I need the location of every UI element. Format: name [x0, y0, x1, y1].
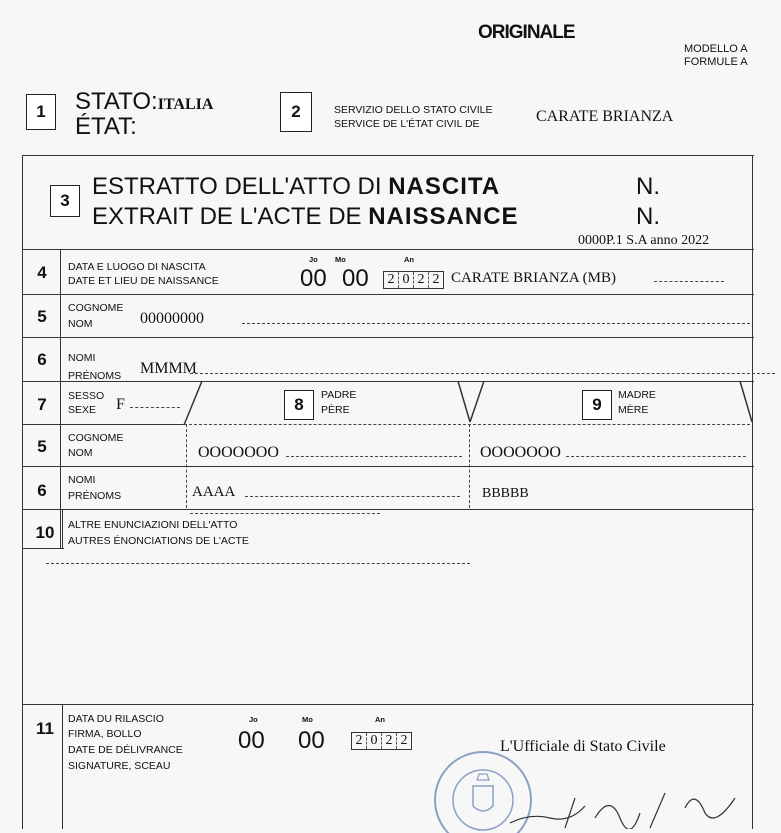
row10-dots-top: [190, 513, 380, 514]
given-names-value: MMMM: [140, 360, 197, 377]
padre-label: PADRE: [321, 389, 357, 401]
stato-text: STATO:: [75, 88, 158, 115]
row-number-5b: 5: [37, 437, 47, 456]
originale-title: ORIGINALE: [478, 22, 575, 43]
row-number-10: 10: [35, 523, 55, 542]
surname-value: 00000000: [140, 310, 204, 327]
birth-month: 00: [342, 265, 369, 292]
divider-10: [22, 548, 64, 549]
row-number-4: 4: [37, 263, 47, 282]
row11-label-4: SIGNATURE, SCEAU: [68, 760, 171, 772]
row5b-label-it: COGNOME: [68, 432, 124, 444]
n-label-1: N.: [636, 173, 660, 200]
divider-10-end: [22, 704, 754, 705]
row6-label-fr: PRÉNOMS: [68, 370, 122, 382]
row11-label-3: DATE DE DÉLIVRANCE: [68, 744, 183, 756]
mother-names: BBBBB: [482, 486, 529, 501]
naissance-word: NAISSANCE: [368, 203, 519, 230]
birth-year-digit: 2: [384, 272, 399, 288]
row11-num-divider: [62, 704, 63, 829]
sex-value: F: [116, 396, 125, 413]
issue-year-digit: 0: [367, 733, 382, 749]
birth-day: 00: [300, 265, 327, 292]
row5-label-fr: NOM: [68, 318, 93, 330]
father-names: AAAA: [192, 484, 236, 500]
issue-month: 00: [298, 727, 325, 754]
father-names-dots: [245, 496, 460, 497]
birth-year-digit: 0: [399, 272, 414, 288]
row10-dots-bottom: [46, 563, 470, 564]
modello-label: MODELLO A: [684, 43, 748, 55]
box-number-2: 2: [280, 92, 312, 132]
row-number-6: 6: [37, 350, 47, 369]
row11-an: An: [375, 715, 385, 724]
servizio-label: SERVIZIO DELLO STATO CIVILE: [334, 104, 493, 116]
box-number-1: 1: [26, 94, 56, 130]
father-surname: OOOOOOO: [198, 444, 279, 461]
row5-label-it: COGNOME: [68, 302, 124, 314]
row-number-5: 5: [37, 307, 47, 326]
divider-7-left: [22, 424, 184, 425]
comune-value: CARATE BRIANZA: [536, 108, 674, 125]
birth-place: CARATE BRIANZA (MB): [451, 270, 617, 286]
madre-label: MADRE: [618, 389, 656, 401]
row11-label-2: FIRMA, BOLLO: [68, 728, 142, 740]
father-surname-dots: [286, 456, 462, 457]
formule-label: FORMULE A: [684, 56, 748, 68]
row4-an: An: [404, 255, 414, 264]
row6b-label-fr: PRÉNOMS: [68, 490, 122, 502]
issue-year-digit: 2: [382, 733, 397, 749]
extrait-prefix: EXTRAIT DE L'ACTE DE: [92, 203, 362, 230]
mere-label: MÈRE: [618, 404, 649, 416]
issue-year: [351, 732, 412, 750]
issue-year-digit: 2: [352, 733, 367, 749]
row10-label-it: ALTRE ENUNCIAZIONI DELL'ATTO: [68, 519, 238, 531]
service-label: SERVICE DE L'ÉTAT CIVIL DE: [334, 118, 480, 130]
issue-year-digit: 2: [400, 733, 408, 748]
row11-label-1: DATA DU RILASCIO: [68, 713, 164, 725]
row6-label-it: NOMI: [68, 352, 96, 364]
box-number-9: 9: [582, 390, 612, 420]
row-number-7: 7: [37, 395, 47, 414]
row5b-label-fr: NOM: [68, 447, 93, 459]
box-number-8: 8: [284, 390, 314, 420]
row4-jo: Jo: [309, 255, 318, 264]
box-number-3: 3: [50, 185, 80, 217]
row11-mo: Mo: [302, 715, 313, 724]
etat-label: ÉTAT:: [75, 113, 137, 140]
act-reference: 0000P.1 S.A anno 2022: [578, 233, 710, 248]
ufficiale-label: L'Ufficiale di Stato Civile: [500, 738, 666, 755]
divider-7: [184, 424, 750, 425]
row4-label-it: DATA E LUOGO DI NASCITA: [68, 261, 206, 273]
estratto-prefix: ESTRATTO DELL'ATTO DI: [92, 173, 382, 200]
row7-label-it: SESSO: [68, 390, 105, 402]
row6b-label-it: NOMI: [68, 474, 96, 486]
row4-label-fr: DATE ET LIEU DE NAISSANCE: [68, 275, 219, 287]
signature: [505, 788, 745, 829]
stato-value: ITALIA: [157, 96, 214, 113]
row10-num-divider: [62, 509, 63, 549]
pere-label: PÈRE: [321, 404, 350, 416]
row11-jo: Jo: [249, 715, 258, 724]
birth-year-digit: 2: [432, 272, 440, 287]
nascita-word: NASCITA: [388, 173, 501, 200]
divider-6b: [22, 509, 754, 510]
row-number-11: 11: [36, 719, 54, 738]
row4-mo: Mo: [335, 255, 346, 264]
row7-label-fr: SEXE: [68, 404, 97, 416]
mother-surname-dots: [566, 456, 746, 457]
issue-day: 00: [238, 727, 265, 754]
divider-5b: [22, 466, 754, 467]
birth-year-digit: 2: [414, 272, 429, 288]
row-number-6b: 6: [37, 481, 47, 500]
mother-surname: OOOOOOO: [480, 444, 561, 461]
n-label-2: N.: [636, 203, 660, 230]
row10-label-fr: AUTRES ÉNONCIATIONS DE L'ACTE: [68, 535, 249, 547]
